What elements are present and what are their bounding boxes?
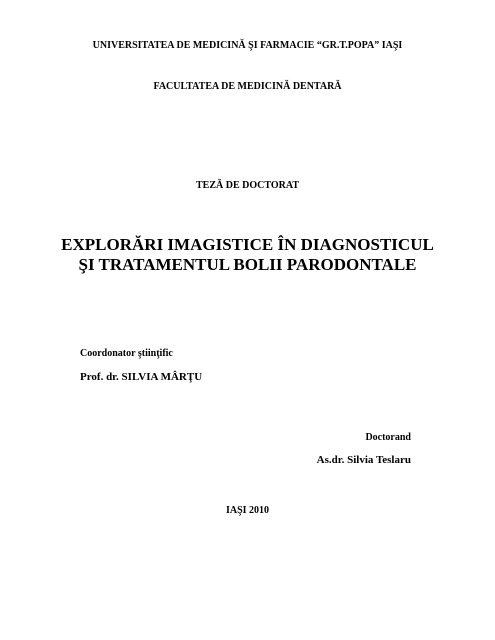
place-year: IAŞI 2010	[225, 505, 270, 516]
candidate-name: As.dr. Silvia Teslaru	[316, 454, 411, 466]
coordinator-label: Coordonator ştiinţific	[80, 348, 173, 359]
university-name: UNIVERSITATEA DE MEDICINĂ ŞI FARMACIE “GR.T.POPA” IAŞI	[92, 40, 403, 51]
candidate-label: Doctorand	[365, 432, 411, 443]
coordinator-name: Prof. dr. SILVIA MÂRŢU	[80, 371, 203, 383]
thesis-title	[0, 235, 495, 275]
thesis-title-line-1: EXPLORĂRI IMAGISTICE ÎN DIAGNOSTICUL	[61, 235, 434, 254]
thesis-type: TEZĂ DE DOCTORAT	[196, 180, 299, 191]
thesis-title-line-2: ŞI TRATAMENTUL BOLII PARODONTALE	[78, 255, 417, 274]
faculty-name: FACULTATEA DE MEDICINĂ DENTARĂ	[153, 81, 342, 92]
